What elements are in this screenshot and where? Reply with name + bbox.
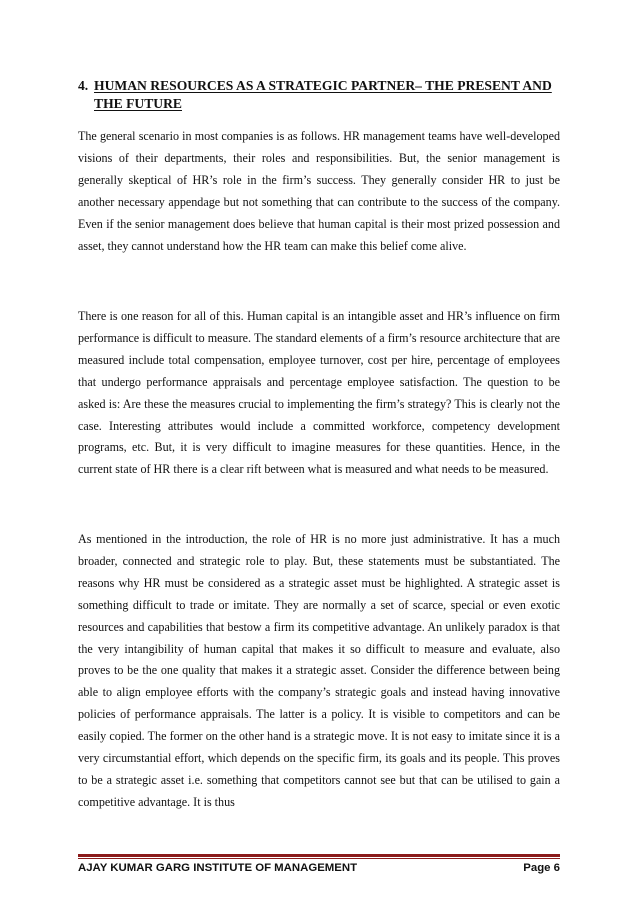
footer-institute: AJAY KUMAR GARG INSTITUTE OF MANAGEMENT bbox=[78, 862, 358, 874]
document-page bbox=[78, 0, 560, 903]
page-footer bbox=[78, 862, 560, 878]
section-number: 4. bbox=[78, 78, 89, 93]
paragraph: The general scenario in most companies is as follows. HR management teams have well-developed visions of their departments, their roles and responsibilities. But, the senior management is generally skeptical of HR’s role in the firm’s success. They generally consider HR to just be another necessary appendage but not something that can contribute to the success of the company. Even if the senior management does believe that human capital is their most prized possession and asset, they cannot understand how the HR team can make this belief come alive. bbox=[78, 129, 560, 253]
footer-rule-thick bbox=[78, 854, 560, 857]
footer-rule-thin bbox=[78, 858, 560, 859]
paragraph: There is one reason for all of this. Human capital is an intangible asset and HR’s influence on firm performance is difficult to measure. The standard elements of a firm’s resource architecture that are measured include total compensation, employee turnover, cost per hire, percentage of employees that undergo performance appraisals and percentage employee satisfaction. The question to be asked is: Are these the measures crucial to implementing the firm’s strategy? This is clearly not the case. Interesting attributes would include a committed workforce, competency development programs, etc. But, it is very difficult to imagine measures for these quantities. Hence, in the current state of HR there is a clear rift between what is measured and what needs to be measured. bbox=[78, 309, 560, 477]
section-title: HUMAN RESOURCES AS A STRATEGIC PARTNER– THE PRESENT AND THE FUTURE bbox=[94, 78, 552, 111]
section-heading bbox=[78, 77, 560, 113]
footer-page-number: Page 6 bbox=[523, 862, 560, 874]
paragraph: As mentioned in the introduction, the role of HR is no more just administrative. It has a much broader, connected and strategic role to play. But, these statements must be substantiated. The reasons why HR must be considered as a strategic asset must be highlighted. A strategic asset is something difficult to trade or imitate. They are normally a set of scarce, special or even exotic resources and capabilities that bestow a firm its competitive advantage. An unlikely paradox is that the very intangibility of human capital that makes it so difficult to measure and evaluate, also proves to be the one quality that makes it a strategic asset. Consider the difference between being able to align employee efforts with the company’s strategic goals and instead having innovative policies of performance appraisals. The latter is a policy. It is visible to competitors and can be easily copied. The former on the other hand is a strategic move. It is not easy to imitate since it is a very circumstantial effort, which depends on the specific firm, its goals and its people. This proves to be a strategic asset i.e. something that competitors cannot see but that can be utilised to gain a competitive advantage. It is thus bbox=[78, 532, 560, 809]
